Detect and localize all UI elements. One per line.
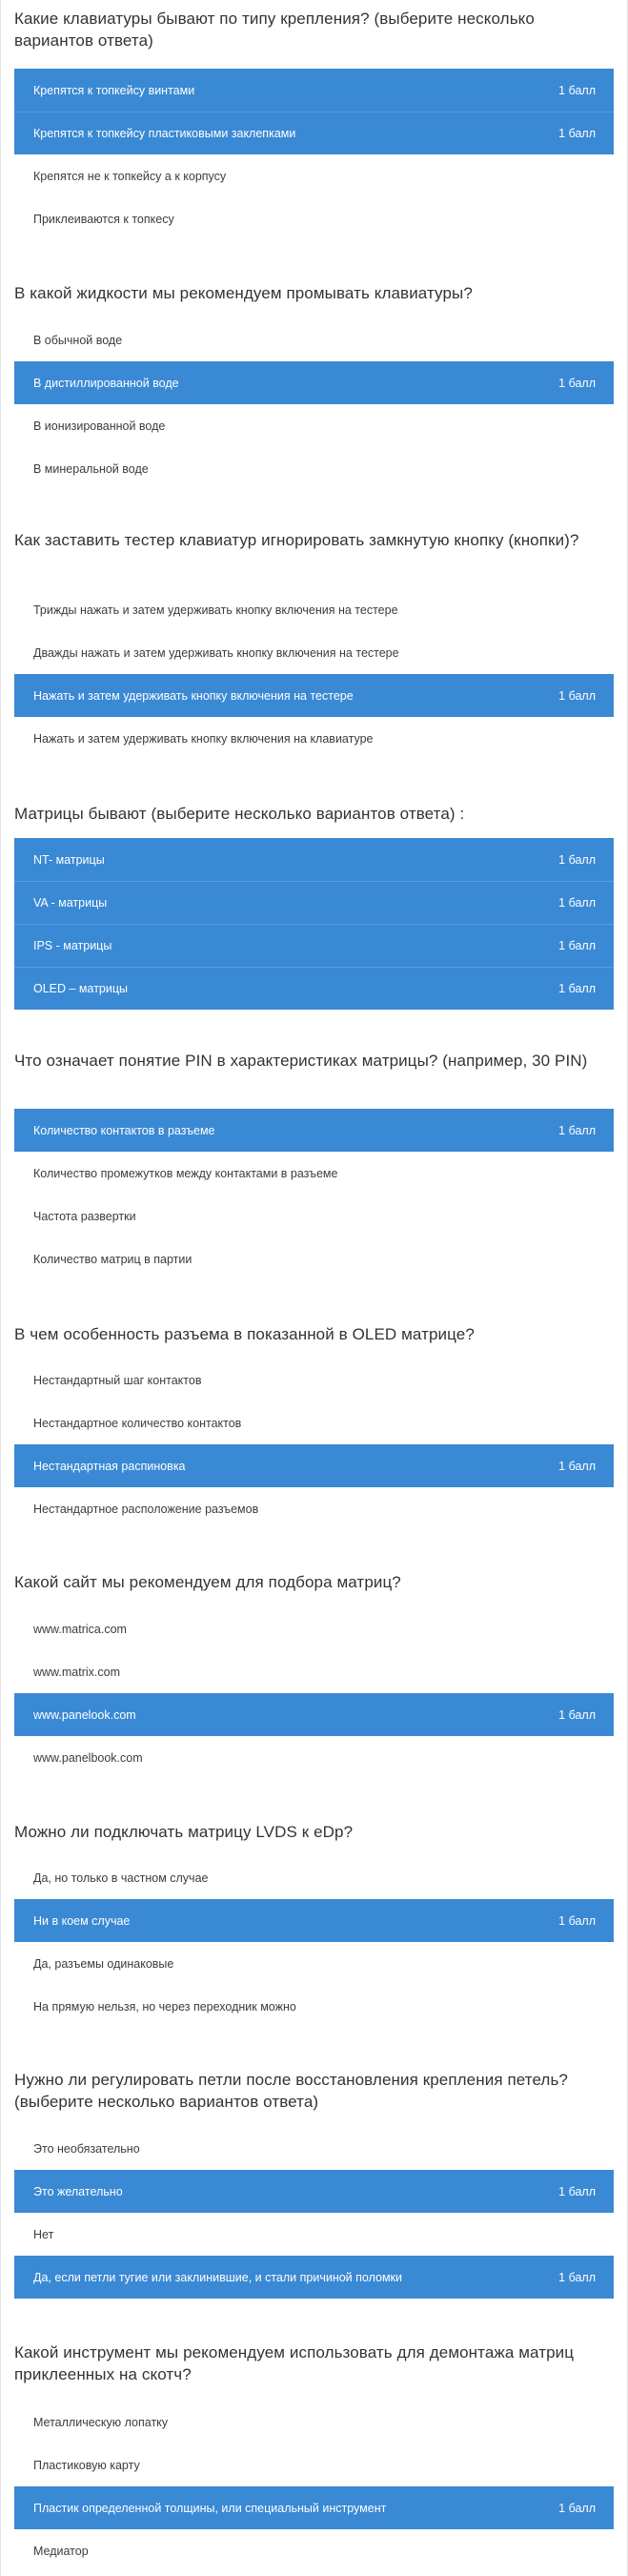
answer-option[interactable]	[14, 2443, 614, 2486]
answer-option-correct[interactable]	[14, 1444, 614, 1487]
answer-points: 1 балл	[558, 852, 596, 867]
answer-points: 1 балл	[558, 1913, 596, 1928]
answer-option[interactable]	[14, 631, 614, 674]
answer-label: www.matrix.com	[33, 1665, 120, 1679]
answer-option-correct[interactable]	[14, 881, 614, 924]
question-title: Как заставить тестер клавиатур игнорировать замкнутую кнопку (кнопки)?	[14, 531, 579, 549]
answer-option[interactable]	[14, 1736, 614, 1779]
answer-option[interactable]	[14, 1856, 614, 1899]
answer-label: Крепятся к топкейсу пластиковыми заклепками	[33, 127, 296, 140]
answer-points: 1 балл	[558, 688, 596, 703]
answer-label: В ионизированной воде	[33, 419, 166, 433]
answer-label: Дважды нажать и затем удерживать кнопку включения на тестере	[33, 645, 399, 660]
answer-points: 1 балл	[558, 896, 596, 910]
answer-option[interactable]	[14, 154, 614, 197]
answer-label: Пластик определенной толщины, или специальный инструмент	[33, 2501, 387, 2515]
question-block	[14, 803, 614, 995]
answer-option[interactable]	[14, 1195, 614, 1237]
answer-points: 1 балл	[558, 2501, 596, 2515]
answer-option[interactable]	[14, 197, 614, 240]
answer-label: www.panelook.com	[33, 1707, 136, 1722]
question-title: Что означает понятие PIN в характеристиках матрицы? (например, 30 PIN)	[14, 1052, 588, 1070]
answer-label: Нестандартное расположение разъемов	[33, 1502, 259, 1516]
answer-list	[14, 1359, 614, 1530]
answer-label: OLED – матрицы	[33, 982, 129, 995]
answer-points: 1 балл	[558, 982, 596, 995]
answer-option[interactable]	[14, 1401, 614, 1444]
answer-option-correct[interactable]	[14, 2256, 614, 2299]
question-block	[14, 282, 614, 476]
answer-label: Трижды нажать и затем удерживать кнопку включения на тестере	[33, 603, 398, 617]
answer-option[interactable]	[14, 1487, 614, 1530]
answer-label: Нестандартная распиновка	[33, 1459, 186, 1473]
answer-list	[14, 588, 614, 760]
question-block	[14, 1821, 614, 2014]
answer-label: Приклеиваются к топкесу	[33, 212, 174, 226]
answer-list	[14, 1109, 614, 1280]
answer-option[interactable]	[14, 2213, 614, 2256]
question-title: Нужно ли регулировать петли после восстановления крепления петель? (выберите несколько вариантов ответа)	[14, 2071, 568, 2111]
answer-option-correct[interactable]	[14, 112, 614, 154]
answer-option-correct[interactable]	[14, 1693, 614, 1736]
answer-option-correct[interactable]	[14, 924, 614, 967]
question-title: В какой жидкости мы рекомендуем промывать клавиатуры?	[14, 284, 473, 302]
question-block	[14, 1571, 614, 1765]
answer-option-correct[interactable]	[14, 1899, 614, 1942]
frame-border-left	[0, 0, 1, 2576]
question-block	[14, 1050, 614, 1266]
answer-label: www.panelbook.com	[33, 1750, 143, 1765]
answer-label: Нестандартное количество контактов	[33, 1416, 242, 1430]
question-block	[14, 1323, 614, 1516]
answer-label: Нестандартный шаг контактов	[33, 1373, 202, 1387]
answer-label: Частота развертки	[33, 1209, 136, 1223]
answer-option[interactable]	[14, 2529, 614, 2572]
answer-points: 1 балл	[558, 2184, 596, 2198]
answer-label: Пластиковую карту	[33, 2458, 140, 2472]
answer-list	[14, 2127, 614, 2299]
answer-label: Количество контактов в разъеме	[33, 1123, 215, 1137]
answer-label: На прямую нельзя, но через переходник можно	[33, 1999, 296, 2014]
answer-points: 1 балл	[558, 1123, 596, 1137]
answer-label: Ни в коем случае	[33, 1913, 131, 1928]
answer-option[interactable]	[14, 1985, 614, 2028]
answer-list	[14, 318, 614, 490]
answer-option-correct[interactable]	[14, 2170, 614, 2213]
answer-label: www.matrica.com	[33, 1622, 127, 1636]
answer-label: Медиатор	[33, 2544, 89, 2558]
answer-label: VA - матрицы	[33, 896, 108, 910]
answer-option-correct[interactable]	[14, 1109, 614, 1152]
answer-option[interactable]	[14, 2401, 614, 2443]
answer-option[interactable]	[14, 1650, 614, 1693]
answer-option[interactable]	[14, 447, 614, 490]
answer-option[interactable]	[14, 1359, 614, 1401]
question-block	[14, 529, 614, 746]
answer-label: Да, разъемы одинаковые	[33, 1956, 174, 1971]
answer-label: Нажать и затем удерживать кнопку включения на тестере	[33, 688, 354, 703]
question-title: В чем особенность разъема в показанной в OLED матрице?	[14, 1325, 475, 1343]
question-title: Какие клавиатуры бывают по типу крепления? (выберите несколько вариантов ответа)	[14, 10, 535, 50]
answer-list	[14, 838, 614, 1010]
answer-points: 1 балл	[558, 1707, 596, 1722]
answer-points: 1 балл	[558, 83, 596, 97]
answer-label: IPS - матрицы	[33, 939, 112, 952]
answer-label: Нет	[33, 2227, 54, 2241]
answer-option[interactable]	[14, 1607, 614, 1650]
answer-option-correct[interactable]	[14, 69, 614, 112]
answer-label: В обычной воде	[33, 333, 123, 347]
answer-list	[14, 2401, 614, 2572]
answer-list	[14, 69, 614, 240]
answer-label: Это желательно	[33, 2184, 123, 2198]
answer-label: Это необязательно	[33, 2141, 140, 2156]
answer-option[interactable]	[14, 1152, 614, 1195]
answer-label: В минеральной воде	[33, 461, 149, 476]
answer-label: Крепятся к топкейсу винтами	[33, 83, 195, 97]
answer-option-correct[interactable]	[14, 967, 614, 1010]
question-title: Матрицы бывают (выберите несколько вариантов ответа) :	[14, 805, 465, 823]
answer-points: 1 балл	[558, 376, 596, 390]
answer-option-correct[interactable]	[14, 2486, 614, 2529]
answer-option-correct[interactable]	[14, 361, 614, 404]
answer-label: Количество матриц в партии	[33, 1252, 192, 1266]
answer-list	[14, 1856, 614, 2028]
answer-points: 1 балл	[558, 1459, 596, 1473]
answer-option[interactable]	[14, 717, 614, 760]
question-block	[14, 8, 614, 226]
answer-option-correct[interactable]	[14, 674, 614, 717]
answer-points: 1 балл	[558, 2270, 596, 2284]
answer-label: В дистиллированной воде	[33, 376, 179, 390]
answer-option[interactable]	[14, 1942, 614, 1985]
answer-option[interactable]	[14, 404, 614, 447]
answer-option[interactable]	[14, 1237, 614, 1280]
answer-label: Нажать и затем удерживать кнопку включения на клавиатуре	[33, 731, 374, 746]
answer-label: Да, если петли тугие или заклинившие, и стали причиной поломки	[33, 2270, 403, 2284]
question-title: Можно ли подключать матрицу LVDS к eDp?	[14, 1823, 354, 1841]
answer-option[interactable]	[14, 318, 614, 361]
question-block	[14, 2341, 614, 2558]
answer-option[interactable]	[14, 2127, 614, 2170]
answer-list	[14, 1607, 614, 1779]
answer-option[interactable]	[14, 588, 614, 631]
answer-points: 1 балл	[558, 939, 596, 952]
answer-label: Металлическую лопатку	[33, 2415, 169, 2429]
answer-label: NT- матрицы	[33, 852, 105, 867]
answer-label: Количество промежутков между контактами в разъеме	[33, 1166, 338, 1180]
answer-label: Крепятся не к топкейсу а к корпусу	[33, 169, 227, 183]
question-title: Какой инструмент мы рекомендуем использовать для демонтажа матриц приклеенных на скотч?	[14, 2343, 575, 2383]
question-title: Какой сайт мы рекомендуем для подбора матриц?	[14, 1573, 401, 1591]
answer-label: Да, но только в частном случае	[33, 1871, 209, 1885]
question-block	[14, 2069, 614, 2284]
answer-option-correct[interactable]	[14, 838, 614, 881]
answer-points: 1 балл	[558, 127, 596, 140]
